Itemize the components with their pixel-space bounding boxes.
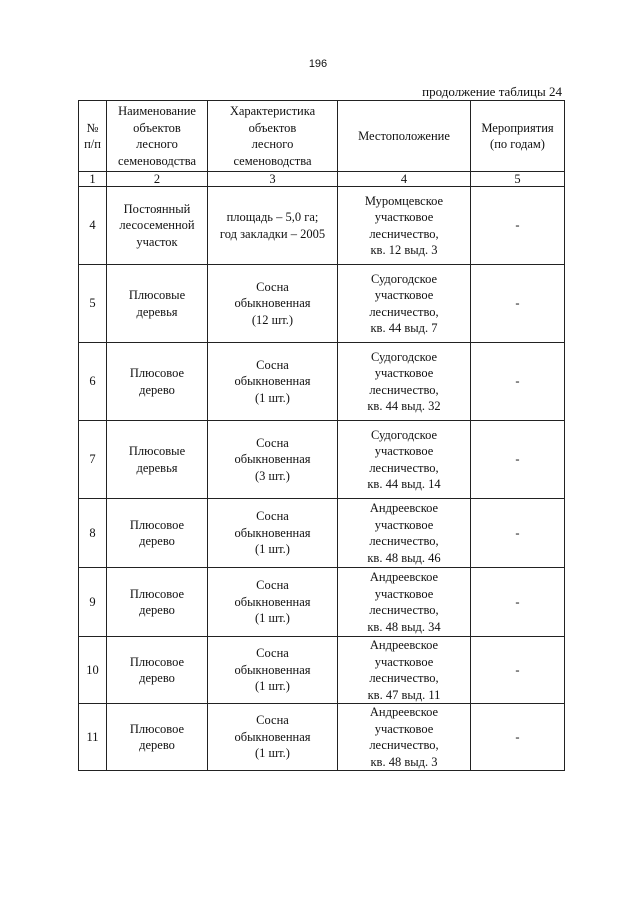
object-measures: - xyxy=(471,421,565,499)
object-characteristic: Сосна обыкновенная (1 шт.) xyxy=(208,704,338,771)
object-characteristic: Сосна обыкновенная (12 шт.) xyxy=(208,265,338,343)
object-name: Плюсовое дерево xyxy=(107,343,208,421)
object-measures: - xyxy=(471,637,565,704)
row-number: 11 xyxy=(79,704,107,771)
object-measures: - xyxy=(471,343,565,421)
object-location: Судогодское участковое лесничество, кв. 44 выд. 14 xyxy=(338,421,471,499)
object-location: Андреевское участковое лесничество, кв. 47 выд. 11 xyxy=(338,637,471,704)
table-row xyxy=(79,499,565,568)
object-name: Плюсовые деревья xyxy=(107,265,208,343)
object-name: Плюсовое дерево xyxy=(107,499,208,568)
row-number: 6 xyxy=(79,343,107,421)
object-location: Андреевское участковое лесничество, кв. 48 выд. 34 xyxy=(338,568,471,637)
object-location: Андреевское участковое лесничество, кв. 48 выд. 46 xyxy=(338,499,471,568)
object-measures: - xyxy=(471,187,565,265)
header-measures: Мероприятия (по годам) xyxy=(471,101,565,172)
table-row xyxy=(79,637,565,704)
object-characteristic: Сосна обыкновенная (1 шт.) xyxy=(208,568,338,637)
object-characteristic: Сосна обыкновенная (1 шт.) xyxy=(208,343,338,421)
column-number: 5 xyxy=(471,172,565,187)
header-number: № п/п xyxy=(79,101,107,172)
table-row xyxy=(79,704,565,771)
row-number: 10 xyxy=(79,637,107,704)
column-number: 4 xyxy=(338,172,471,187)
row-number: 8 xyxy=(79,499,107,568)
object-characteristic: Сосна обыкновенная (1 шт.) xyxy=(208,499,338,568)
object-name: Постоянный лесосеменной участок xyxy=(107,187,208,265)
object-name: Плюсовые деревья xyxy=(107,421,208,499)
table-row xyxy=(79,343,565,421)
column-number: 1 xyxy=(79,172,107,187)
row-number: 5 xyxy=(79,265,107,343)
header-object-name: Наименование объектов лесного семеноводства xyxy=(107,101,208,172)
object-characteristic: Сосна обыкновенная (1 шт.) xyxy=(208,637,338,704)
object-characteristic: площадь – 5,0 га; год закладки – 2005 xyxy=(208,187,338,265)
object-measures: - xyxy=(471,704,565,771)
row-number: 9 xyxy=(79,568,107,637)
table-continuation-caption: продолжение таблицы 24 xyxy=(422,84,562,99)
header-location: Местоположение xyxy=(338,101,471,172)
object-measures: - xyxy=(471,499,565,568)
object-location: Судогодское участковое лесничество, кв. 44 выд. 32 xyxy=(338,343,471,421)
object-name: Плюсовое дерево xyxy=(107,568,208,637)
object-name: Плюсовое дерево xyxy=(107,637,208,704)
row-number: 7 xyxy=(79,421,107,499)
table-row xyxy=(79,421,565,499)
object-name: Плюсовое дерево xyxy=(107,704,208,771)
object-characteristic: Сосна обыкновенная (3 шт.) xyxy=(208,421,338,499)
seed-objects-table xyxy=(78,100,565,771)
column-number: 2 xyxy=(107,172,208,187)
object-measures: - xyxy=(471,265,565,343)
object-location: Муромцевское участковое лесничество, кв. 12 выд. 3 xyxy=(338,187,471,265)
table-row xyxy=(79,265,565,343)
table-row xyxy=(79,568,565,637)
object-location: Андреевское участковое лесничество, кв. 48 выд. 3 xyxy=(338,704,471,771)
column-number: 3 xyxy=(208,172,338,187)
table-header-row xyxy=(79,101,565,172)
column-number-row xyxy=(79,172,565,187)
page-number: 196 xyxy=(308,58,328,70)
object-measures: - xyxy=(471,568,565,637)
table-row xyxy=(79,187,565,265)
object-location: Судогодское участковое лесничество, кв. 44 выд. 7 xyxy=(338,265,471,343)
header-characteristic: Характеристика объектов лесного семеноводства xyxy=(208,101,338,172)
row-number: 4 xyxy=(79,187,107,265)
